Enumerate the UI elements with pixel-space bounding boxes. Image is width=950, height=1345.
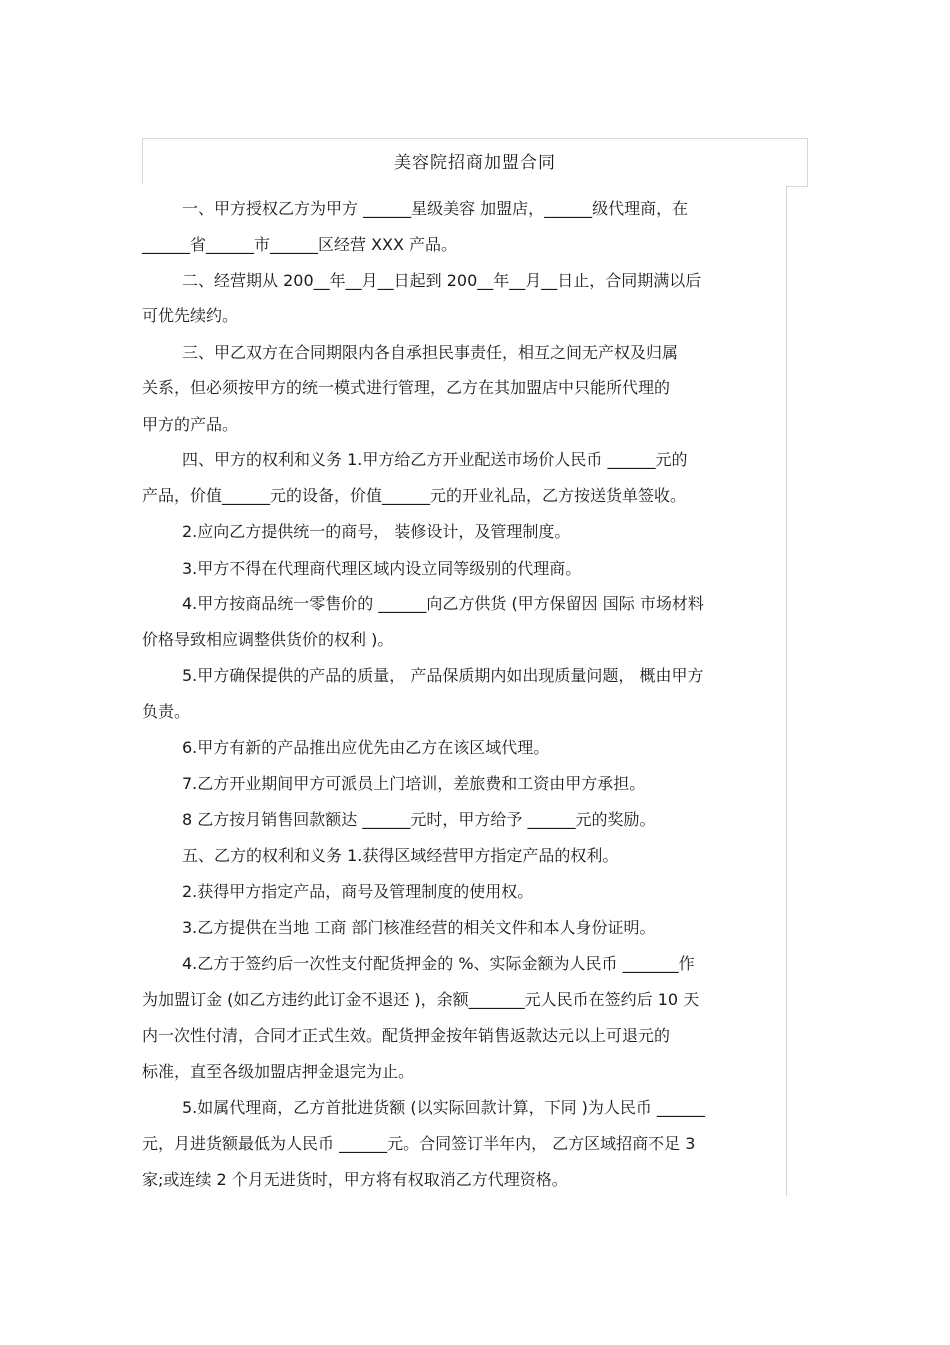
document-title: 美容院招商加盟合同: [394, 153, 556, 173]
text-line: 负责。: [142, 702, 191, 721]
page-border-step: [786, 186, 808, 187]
text-line: 8 乙方按月销售回款额达 ______元时，甲方给予 ______元的奖励。: [182, 810, 656, 829]
text-line: 2.应向乙方提供统一的商号， 装修设计，及管理制度。: [182, 522, 571, 541]
page-border-top: [142, 138, 808, 139]
text-line: 7.乙方开业期间甲方可派员上门培训，差旅费和工资由甲方承担。: [182, 774, 646, 793]
text-line: 4.甲方按商品统一零售价的 ______向乙方供货 (甲方保留因 国际 市场材料: [182, 594, 704, 613]
text-line: 五、乙方的权利和义务 1.获得区域经营甲方指定产品的权利。: [182, 846, 619, 865]
text-line: ______省______市______区经营 XXX 产品。: [142, 235, 458, 254]
text-line: 内一次性付清，合同才正式生效。配货押金按年销售返款达元以上可退元的: [142, 1026, 671, 1045]
text-line: 可优先续约。: [142, 306, 239, 325]
text-line: 家;或连续 2 个月无进货时，甲方将有权取消乙方代理资格。: [142, 1170, 568, 1189]
text-line: 元，月进货额最低为人民币 ______元。合同签订半年内， 乙方区域招商不足 3: [142, 1134, 696, 1153]
text-line: 3.甲方不得在代理商代理区域内设立同等级别的代理商。: [182, 559, 582, 578]
text-line: 5.甲方确保提供的产品的质量， 产品保质期内如出现质量问题， 概由甲方: [182, 666, 704, 685]
text-line: 2.获得甲方指定产品，商号及管理制度的使用权。: [182, 882, 534, 901]
text-line: 4.乙方于签约后一次性支付配货押金的 %、实际金额为人民币 _______作: [182, 954, 695, 973]
text-line: 关系，但必须按甲方的统一模式进行管理，乙方在其加盟店中只能所代理的: [142, 378, 671, 397]
text-line: 三、甲乙双方在合同期限内各自承担民事责任，相互之间无产权及归属: [182, 343, 679, 362]
text-line: 3.乙方提供在当地 工商 部门核准经营的相关文件和本人身份证明。: [182, 918, 656, 937]
text-line: 产品，价值______元的设备，价值______元的开业礼品，乙方按送货单签收。: [142, 486, 687, 505]
text-line: 甲方的产品。: [142, 415, 239, 434]
text-line: 标准，直至各级加盟店押金退完为止。: [142, 1062, 415, 1081]
text-line: 四、甲方的权利和义务 1.甲方给乙方开业配送市场价人民币 ______元的: [182, 450, 688, 469]
text-line: 6.甲方有新的产品推出应优先由乙方在该区域代理。: [182, 738, 550, 757]
text-line: 5.如属代理商，乙方首批进货额 (以实际回款计算，下同 )为人民币 ______: [182, 1098, 706, 1117]
page-border-right: [786, 186, 787, 1196]
text-line: 一、甲方授权乙方为甲方 ______星级美容 加盟店，______级代理商，在: [182, 199, 689, 218]
text-line: 价格导致相应调整供货价的权利 )。: [142, 630, 394, 649]
text-line: 为加盟订金 (如乙方违约此订金不退还 )，余额_______元人民币在签约后 10 天: [142, 990, 700, 1009]
text-line: 二、经营期从 200__年__月__日起到 200__年__月__日止，合同期满以后: [182, 271, 702, 290]
